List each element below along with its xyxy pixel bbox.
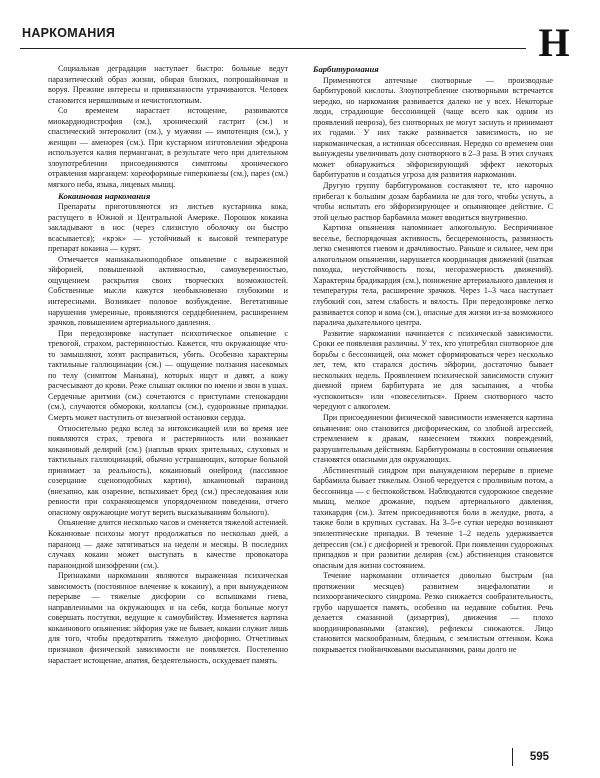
page-number: 595 xyxy=(512,748,549,766)
paragraph: При присоединении физической зависимости изменяется картина опьянения: оно становится дисфорическим, со злобной агрессией, стремлением к дракам, нанесением тяжких повреждений, разрушительным действиям. Барбитуроманы в состоянии опьянения становятся опасными для окружающих. xyxy=(313,413,553,465)
paragraph: Отмечается маниакальноподобное опьянение с выраженной эйфорией, повышенной активностью, самоуверенностью, ощущением раскрытия своих творческих возможностей. Собственные мысли кажутся необыкновенно глубокими и интересными. Возникает половое возбуждение. Вегетативные нарушения умеренные, проявляются сердцебиением, расширением зрачков, повышением артериального давления. xyxy=(48,254,288,328)
paragraph: Признаками наркомании являются выраженная психическая зависимость (постоянное влечение к кокаину), а при вынужденном перерыве — тяжелые дисфории со вспышками гнева, направленными на окружающих и на себя, когда больные могут совершать поступки, ведущие к самоубийству. Изменяется картина кокаинового опьянения: эйфория уже не бывает, кокаин служит лишь для того, чтобы предотвратить тяжелую дисфорию. Отчетливых признаков физической зависимости не появляется. Постепенно нарастает истощение, апатия, бездеятельность, оскудевает память. xyxy=(48,571,288,665)
paragraph: Картина опьянения напоминает алкогольную. Беспричинное веселье, беспорядочная активность, бесцеремонность, развязность легко сменяются гневом и драчливостью. Раньше и сильнее, чем при алкогольном опьянении, нарушается координация движений (шаткая походка, неустойчивость позы, несоразмерность движений). Характерны брадикардия (см.), понижение артериального давления и температуры тела, расширение зрачков. Через 1–3 часа наступает глубокий сон, затем слабость и вялость. При передозировке легко развивается сопор и кома (см.), опасные для жизни из-за возможного паралича дыхательного центра. xyxy=(313,223,553,328)
paragraph: При передозировке наступает психотическое опьянение с тревогой, страхом, растерянностью. Кажется, что окружающие что-то замышляют, хотят расправиться, убить. Особенно характерны тактильные галлюцинации (см.) — ощущение ползания насекомых по телу (симптом Маньяна), которых ищут и давят, а кожу расчесывают до крови. Реже слышат оклики по имени и звон в ушах. Сердечные аритмии (см.) сочетаются с приступами стенокардии (см.), случаются обмороки, коллапсы (см.), судорожные припадки. Смерть может наступить от внезапной остановки сердца. xyxy=(48,328,288,422)
section-title: НАРКОМАНИЯ xyxy=(22,26,116,40)
paragraph: Со временем нарастает истощение, развиваются миокардиодистрофия (см.), хронический гастрит (см.) и спастический энтероколит (см.), у мужчин — импотенция (см.), у женщин — аменорея (см.). При кустарном изготовлении эфедрона используется калия перманганат, в результате чего при длительном злоупотреблении присоединяются симптомы хронического отравления марганцем: хореоформные гиперкинезы (см.), парез (см.) мягкого неба, языка, лицевых мышц. xyxy=(48,106,288,190)
section-heading-barbiturate: Барбитуромания xyxy=(313,64,379,74)
section-heading-cocaine: Кокаиновая наркомания xyxy=(58,190,151,201)
right-column xyxy=(313,64,553,656)
paragraph: Другую группу барбитуроманов составляют те, кто нарочно прибегал к большим дозам барбамила не для того, чтобы уснуть, а чтобы испытать его эйфоризирующее и опьяняющее действие. С этой целью раствор барбамила может вводиться внутривенно. xyxy=(313,180,553,222)
left-column xyxy=(48,64,288,666)
paragraph: Относительно редко вслед за интоксикацией или во время нее появляются страх, тревога и растерянность или возникает кокаиновый делирий (см.) (наплыв ярких зрительных, слуховых и тактильных галлюцинаций, обычно устрашающих, которые больной принимает за реальность), кокаиновый онейроид (пассивное созерцание сценоподобных картин), кокаиновый параноид (внезапно, как озарение, вспыхивает бред (см.) преследования или ревности при сохраняющемся упорядоченном поведении, отчего опасному окружающие могут верить высказываниям больного). xyxy=(48,423,288,517)
paragraph: Течение наркомании отличается довольно быстрым (на протяжении месяцев) развитием энцефалопатии и психоорганического синдрома. Резко снижается сообразительность, грубо нарушается память, особенно на недавние события. Речь делается смазанной (дизартрия), движения — плохо координированными (атаксия), рефлексы снижаются. Лицо становится маскообразным, бледным, с землистым оттенком. Кожа покрывается гнойничковыми высыпаниями, раны долго не xyxy=(313,571,553,655)
paragraph: Препараты приготовляются из листьев кустарника кока, растущего в Южной и Центральной Америке. Порошок кокаина закладывают в нос (через слизистую оболочку он быстро всасывается); «крэк» — устойчивый к высокой температуре препарат кокаина — курят. xyxy=(48,202,288,254)
paragraph: Социальная деградация наступает быстро: больные ведут паразитический образ жизни, обирая близких, попрошайничая и воруя. Прежние интересы и привязанности утрачиваются. Человек становится неряшливым и нечистоплотным. xyxy=(48,64,288,105)
alphabet-letter-tab: Н xyxy=(531,20,577,66)
paragraph: Развитие наркомании начинается с психической зависимости. Сроки ее появления различны. У тех, кто употреблял снотворное для борьбы с бессонницей, она может сформироваться через несколько лет, тем, кто старался достичь эйфории, достаточно бывает нескольких недель. Проявлением психической зависимости служит дневной прием барбитурата не для засыпания, а чтобы «успокоиться» или «повеселиться». Прием снотворного часто чередуют с алкоголем. xyxy=(313,328,553,412)
paragraph: Опьянение длится несколько часов и сменяется тяжелой астенией. Кокаиновые психозы могут продолжаться по несколько дней, а параноид — даже затягиваться на недели и месяцы. В последних случаях кокаин может выступать в качестве провокатора параноидной шизофрении (см.). xyxy=(48,518,288,570)
page-header xyxy=(20,20,526,49)
paragraph: Абстинентный синдром при вынужденном перерыве в приеме барбамила бывает тяжелым. Озноб чередуется с проливным потом, а бессонница — с беспокойством. Наблюдаются судорожное сведение мышц, мелкое дрожание, подъем артериального давления, тахикардия (см.). Затем присоединяются боли в желудке, рвота, а также боли в крупных суставах. На 3–5-е сутки нередко возникают эпилептические припадки. В течение 1–2 недель удерживается депрессия (см.) с дисфорией и тревогой. При появлении судорожных припадков и при развитии делирия (см.) абстиненция становится опасным для жизни состоянием. xyxy=(313,465,553,570)
paragraph: Применяются аптечные снотворные — производные барбитуровой кислоты. Злоупотребление снотворными встречается нередко, но наркомания развивается далеко не у всех. Некоторые люди, страдающие бессонницей (чаще всего как одним из проявлений невроза), без снотворных не могут заснуть и принимают их годами. У них также развивается зависимость, но не наркоманическая, а истинная обсессивная. Нередко со временем они вынуждены увеличивать дозу снотворного в 2–3 раза. В этих случаях может обнаружиться эйфоризирующий эффект некоторых барбитуратов и создаться угроза для развития наркомании. xyxy=(313,75,553,180)
